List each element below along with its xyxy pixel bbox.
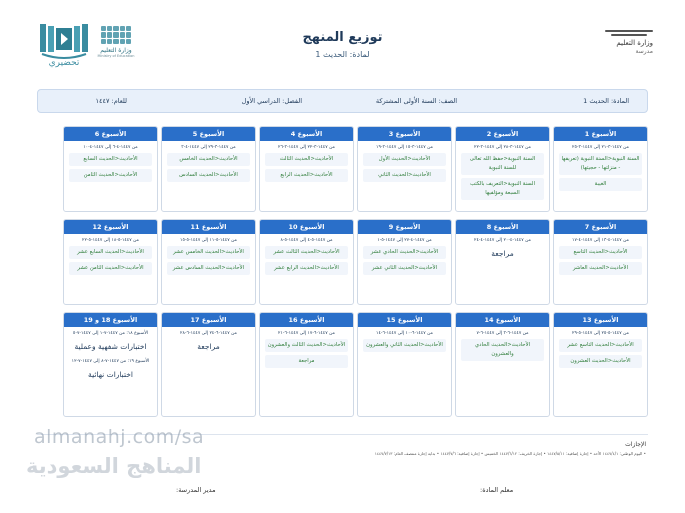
week-title: الأسبوع 3 <box>358 127 451 141</box>
week-title: الأسبوع 9 <box>358 220 451 234</box>
lesson-item: الأحاديث<الحديث الثاني والعشرون <box>363 339 446 352</box>
week-date: من ١٤٤٧-٣-٢٢ إلى ١٤٤٧-٣-٢٦ <box>278 145 335 150</box>
week-date: من ١٤٤٧-٦-٢٤ إلى ١٤٤٧-٦-٢٨ <box>180 331 237 336</box>
lesson-item: الأحاديث<الحديث السادس <box>167 169 250 182</box>
moe-caption-en: Ministry of Education <box>97 54 135 58</box>
lesson-item: مراجعة <box>265 355 348 368</box>
week-title: الأسبوع 15 <box>358 313 451 327</box>
week-card <box>259 312 354 417</box>
lesson-item: الغيبة <box>559 178 642 191</box>
week-card <box>553 126 648 212</box>
week-title: الأسبوع 13 <box>554 313 647 327</box>
week-title: الأسبوع 7 <box>554 220 647 234</box>
lesson-item: الأحاديث<الحديث الثالث <box>265 153 348 166</box>
lesson-item: اختبارات نهائية <box>88 370 133 379</box>
week-card <box>259 126 354 212</box>
week-title: الأسبوع 4 <box>260 127 353 141</box>
week-date: من ١٤٤٧-٦-١٠ إلى ١٤٤٧-٦-١٤ <box>376 331 433 336</box>
week-date: من ١٤٤٧-٣-٢٩ إلى ١٤٤٧-٤-٣ <box>181 145 236 150</box>
week-card <box>455 126 550 212</box>
week-title: الأسبوع 6 <box>64 127 157 141</box>
lesson-item: السنة النبوية<التعريف بالكتب السبعة ومؤلفيها <box>461 178 544 200</box>
school-label: مدرسة <box>635 48 653 55</box>
principal-signature: مدير المدرسة: <box>176 486 216 494</box>
week-title: الأسبوع 18 و 19 <box>64 313 157 327</box>
lesson-item: الأحاديث<الحديث الثاني <box>363 169 446 182</box>
lesson-item: مراجعة <box>197 342 220 351</box>
week-card <box>63 312 158 417</box>
week-title: الأسبوع 8 <box>456 220 549 234</box>
lesson-item: الأحاديث<الحديث الثامن <box>69 169 152 182</box>
week-card <box>63 219 158 305</box>
lesson-item: السنة النبوية<السنة النبوية (تعريفها - منزلتها - حجيتها) <box>559 153 642 175</box>
week-card <box>357 312 452 417</box>
lesson-item: الأحاديث<الحديث العشرون <box>559 355 642 368</box>
info-year: للعام: ١٤٤٧ <box>95 97 127 105</box>
week-date: من ١٤٤٧-٤-٢٧ إلى ١٤٤٧-٥-١ <box>377 238 432 243</box>
lesson-item: الأحاديث<الحديث الخامس عشر <box>167 246 250 259</box>
week-title: الأسبوع 12 <box>64 220 157 234</box>
week-date: من ١٤٤٧-٤-٦ إلى ١٤٤٧-٤-١٠ <box>83 145 138 150</box>
lesson-item: الأحاديث<الحديث التاسع <box>559 246 642 259</box>
week-date: من ١٤٤٧-٥-٢٥ إلى ١٤٤٧-٥-٢٩ <box>572 331 629 336</box>
page-subtitle: لمادة: الحديث 1 <box>315 50 370 59</box>
teacher-signature: معلم المادة: <box>480 486 514 494</box>
lesson-item: الأحاديث<الحديث السابع <box>69 153 152 166</box>
week-date: من ١٤٤٧-٥-١٨ إلى ١٤٤٧-٥-٢٢ <box>82 238 139 243</box>
lesson-item: الأحاديث<الحديث التاسع عشر <box>559 339 642 352</box>
info-semester: الفصل: الدراسي الأول <box>241 97 302 105</box>
week-card <box>357 219 452 305</box>
week-title: الأسبوع 11 <box>162 220 255 234</box>
week-title: الأسبوع 10 <box>260 220 353 234</box>
lesson-item: مراجعة <box>491 249 514 258</box>
lesson-item: الأحاديث<الحديث السابع عشر <box>69 246 152 259</box>
watermark-site: almanahj.com/sa <box>34 426 205 448</box>
week-title: الأسبوع 5 <box>162 127 255 141</box>
lesson-item: السنة النبوية<حفظ الله تعالى للسنة النبوية <box>461 153 544 175</box>
week-card <box>259 219 354 305</box>
ministry-block <box>593 26 653 55</box>
info-bar <box>37 89 648 113</box>
watermark-name: المناهج السعودية <box>26 454 202 478</box>
week-card <box>553 219 648 305</box>
tahdiri-logo <box>36 20 92 74</box>
week-date: من ١٤٤٧-٥-٤ إلى ١٤٤٧-٥-٨ <box>280 238 333 243</box>
lesson-item: الأحاديث<الحديث العاشر <box>559 262 642 275</box>
week-card <box>161 126 256 212</box>
page-title: توزيع المنهج <box>302 30 383 45</box>
week-title: الأسبوع 2 <box>456 127 549 141</box>
week-card <box>455 219 550 305</box>
week-card <box>161 312 256 417</box>
info-grade: الصف: السنة الأولى المشتركة <box>375 97 457 105</box>
lesson-item: اختبارات شفهية وعملية <box>74 342 147 351</box>
week-card <box>357 126 452 212</box>
brand-caption: تحضيري <box>48 58 80 68</box>
page-header <box>0 0 685 82</box>
week-date: من ١٤٤٧-٦-٣ إلى ١٤٤٧-٦-٧ <box>476 331 529 336</box>
week-card <box>455 312 550 417</box>
ministry-name: وزارة التعليم <box>616 39 653 47</box>
lesson-item: الأحاديث<الحديث الثاني عشر <box>363 262 446 275</box>
info-subject: المادة: الحديث 1 <box>583 97 629 105</box>
lesson-item: الأحاديث<الحديث الثالث والعشرون <box>265 339 348 352</box>
week-date: الأسبوع ١٩: من ١٤٤٧-٧-٨ إلى ١٤٤٧-٧-١٢ <box>71 359 150 364</box>
lesson-item: الأحاديث<الحديث الرابع عشر <box>265 262 348 275</box>
week-card <box>161 219 256 305</box>
lesson-item: الأحاديث<الحديث الرابع <box>265 169 348 182</box>
week-card <box>553 312 648 417</box>
week-date: من ١٤٤٧-٥-١١ إلى ١٤٤٧-٥-١٥ <box>180 238 237 243</box>
week-title: الأسبوع 14 <box>456 313 549 327</box>
week-date: الأسبوع ١٨: من ١٤٤٧-٧-١ إلى ١٤٤٧-٧-٥ <box>72 331 149 336</box>
week-card <box>63 126 158 212</box>
week-date: من ١٤٤٧-٦-١٧ إلى ١٤٤٧-٦-٢١ <box>278 331 335 336</box>
week-title: الأسبوع 17 <box>162 313 255 327</box>
lesson-item: الأحاديث<الحديث الثامن عشر <box>69 262 152 275</box>
lesson-item: الأحاديث<الحديث السادس عشر <box>167 262 250 275</box>
lesson-item: الأحاديث<الحديث الخامس <box>167 153 250 166</box>
week-date: من ١٤٤٧-٣-١٥ إلى ١٤٤٧-٣-١٩ <box>376 145 433 150</box>
lesson-item: الأحاديث<الحديث الثالث عشر <box>265 246 348 259</box>
moe-caption: وزارة التعليم <box>100 47 132 54</box>
lesson-item: الأحاديث<الحديث الأول <box>363 153 446 166</box>
week-date: من ١٤٤٧-٣-٢١ إلى ١٤٤٧-٣-٢٥ <box>572 145 629 150</box>
week-date: من ١٤٤٧-٣-٢٨ إلى ١٤٤٧-٣-٢٢ <box>474 145 531 150</box>
week-title: الأسبوع 1 <box>554 127 647 141</box>
week-date: من ١٤٤٧-٤-٢٠ إلى ١٤٤٧-٤-٢٤ <box>474 238 531 243</box>
lesson-item: الأحاديث<الحديث الحادي عشر <box>363 246 446 259</box>
week-title: الأسبوع 16 <box>260 313 353 327</box>
notes-text: • اليوم الوطني: ١٤٤٧/٤/١ الأحد • إجازة إضافية: ١٤٤٧/٥/١١ • إجازة الخريف: ١٤٤٧/٦/١٢ الخميس • إجازة إضافية: ١٤٤٧/٧/٦ • بداية إجازة منتصف العام: ١٤٤٧/٧/١٣ <box>374 451 646 456</box>
kingdom-calligraphy <box>593 26 653 38</box>
week-date: من ١٤٤٧-٤-١٣ إلى ١٤٤٧-٤-١٧ <box>572 238 629 243</box>
lesson-item: الأحاديث<الحديث الحادي والعشرون <box>461 339 544 361</box>
notes-label: الإجازات <box>625 441 646 448</box>
